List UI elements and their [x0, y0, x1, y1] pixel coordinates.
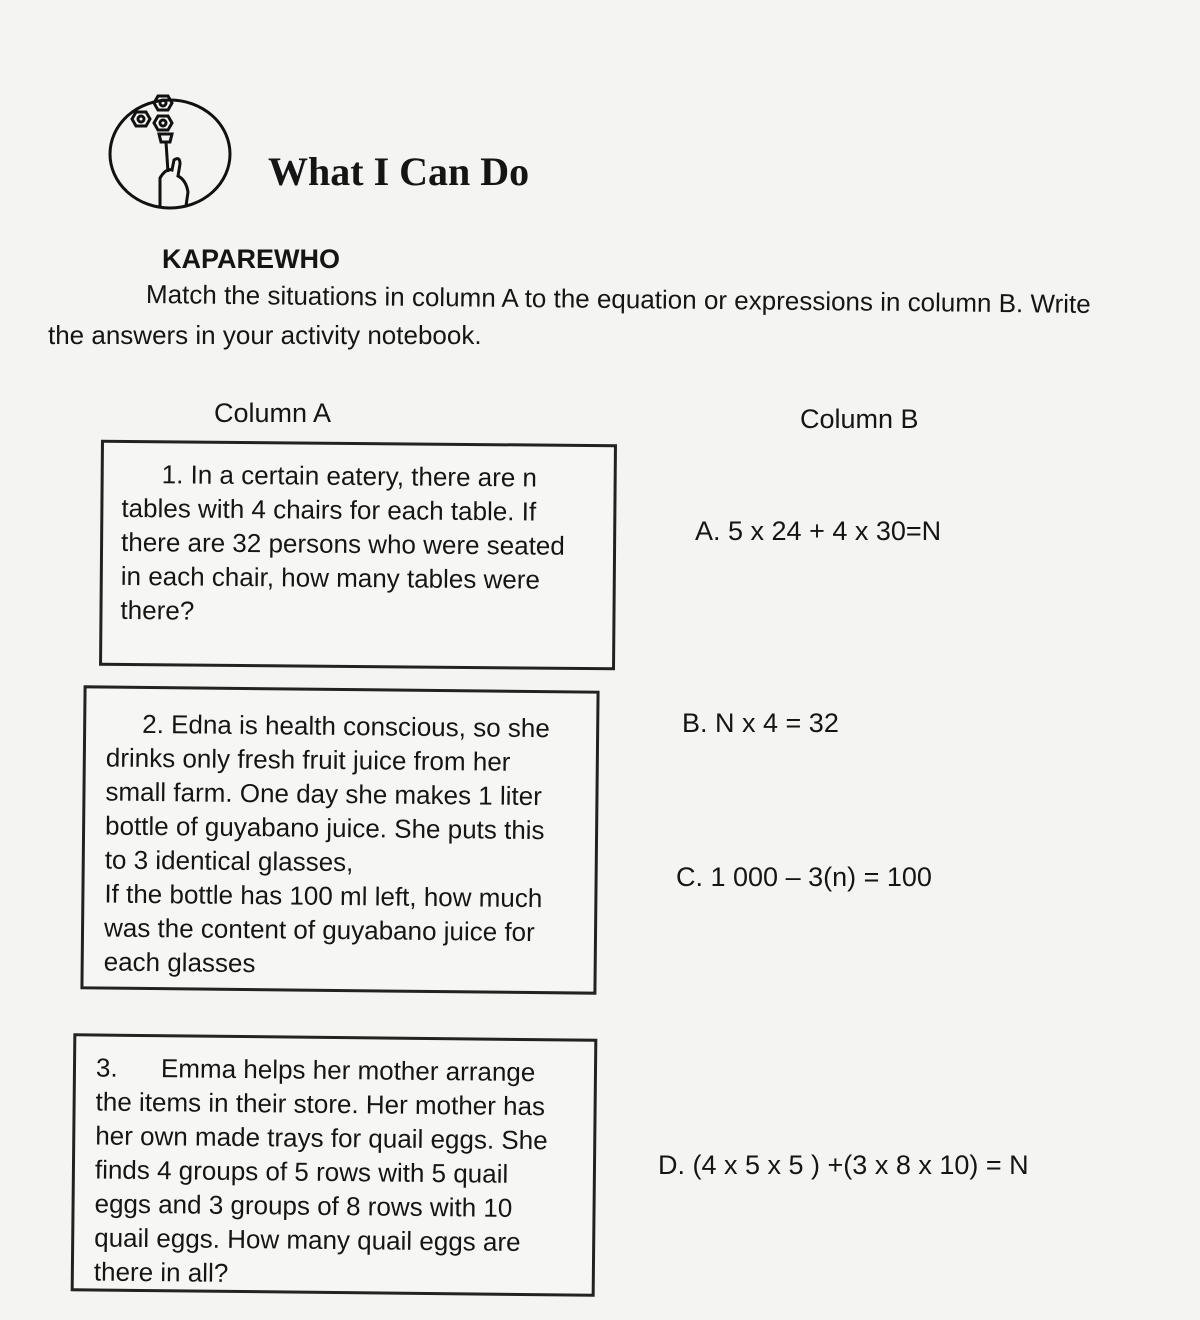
situation-line: in each chair, how many tables were [120, 560, 541, 595]
situation-line: tables with 4 chairs for each table. If [121, 492, 537, 527]
situation-line: 3. Emma helps her mother arrange [95, 1052, 536, 1088]
situation-line: 2. Edna is health conscious, so she [142, 708, 550, 744]
situation-line: finds 4 groups of 5 rows with 5 quail [94, 1154, 509, 1189]
column-b-heading: Column B [800, 404, 919, 434]
situation-line: the items in their store. Her mother has [95, 1086, 546, 1122]
situation-line: 1. In a certain eatery, there are n [161, 459, 538, 493]
situation-line: If the bottle has 100 ml left, how much [104, 878, 543, 914]
equation-c: C. 1 000 – 3(n) = 100 [676, 862, 932, 892]
equation-a: A. 5 x 24 + 4 x 30=N [695, 516, 942, 546]
situation-line: to 3 identical glasses, [104, 844, 354, 878]
instructions-line: the answers in your activity notebook. [48, 320, 482, 350]
activity-name: KAPAREWHO [162, 244, 340, 274]
situation-line: drinks only fresh fruit juice from her [105, 742, 511, 777]
situation-line: each glasses [103, 946, 256, 979]
equation-d: D. (4 x 5 x 5 ) +(3 x 8 x 10) = N [658, 1150, 1029, 1180]
situation-box-1 [99, 440, 617, 670]
situation-line: her own made trays for quail eggs. She [95, 1120, 548, 1156]
column-a-heading: Column A [214, 398, 332, 428]
situation-line: was the content of guyabano juice for [103, 912, 535, 948]
equation-b: B. N x 4 = 32 [682, 708, 839, 738]
hand-with-nuts-icon [106, 92, 234, 210]
situation-box-2 [80, 685, 599, 994]
situation-box-3 [71, 1033, 598, 1296]
situation-line: eggs and 3 groups of 8 rows with 10 [94, 1188, 513, 1223]
instructions-line: Match the situations in column A to the equation or expressions in column B. Write [145, 279, 1091, 319]
situation-line: there in all? [93, 1256, 229, 1288]
situation-line: bottle of guyabano juice. She puts this [104, 810, 545, 846]
situation-line: there are 32 persons who were seated [120, 526, 565, 561]
situation-line: quail eggs. How many quail eggs are [94, 1222, 521, 1257]
situation-line: small farm. One day she makes 1 liter [105, 776, 543, 812]
page-title: What I Can Do [268, 149, 530, 194]
situation-line: there? [120, 594, 195, 626]
